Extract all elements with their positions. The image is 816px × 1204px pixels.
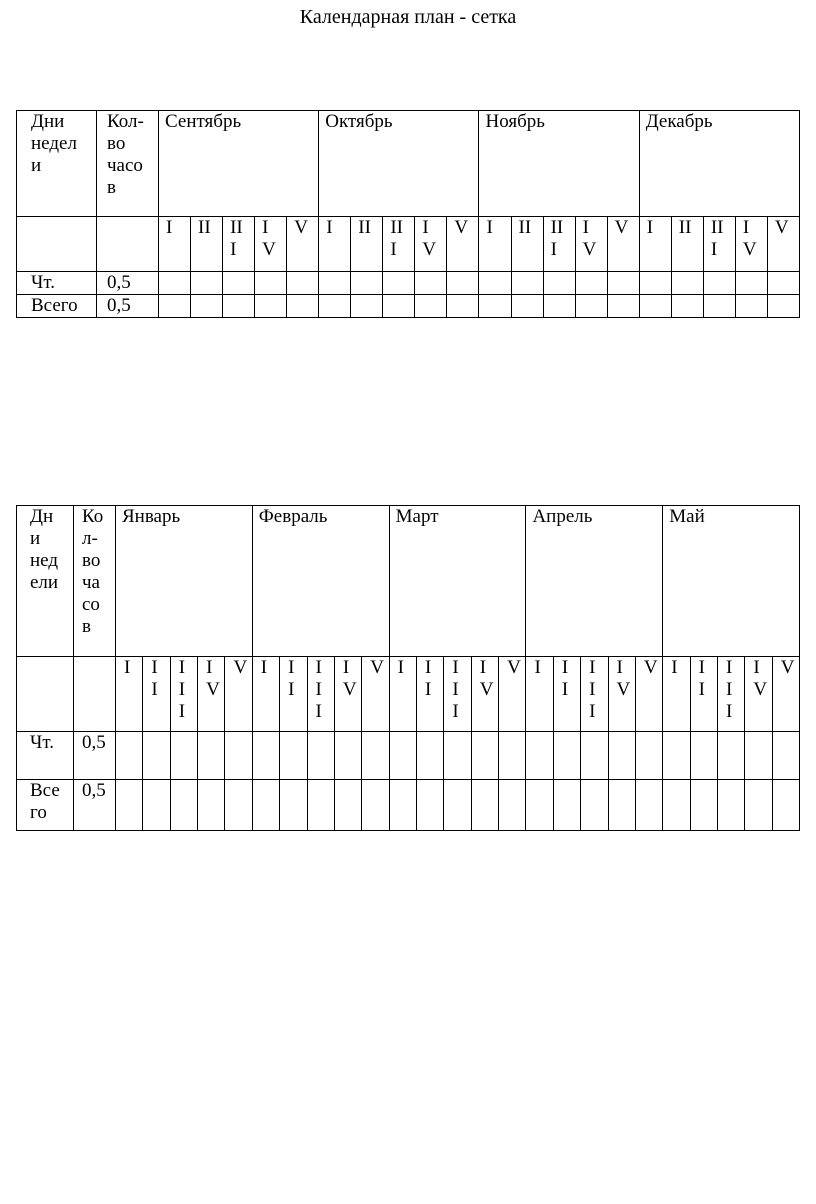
schedule-cell-empty: [116, 732, 143, 780]
week-row-spacer-cell: [17, 217, 97, 272]
schedule-cell-empty: [280, 732, 307, 780]
schedule-cell-empty: [553, 732, 580, 780]
week-number-header: V: [607, 217, 639, 272]
schedule-cell-empty: [252, 780, 279, 831]
schedule-cell-empty: [280, 780, 307, 831]
schedule-cell-empty: [143, 732, 170, 780]
week-number-header: IV: [735, 217, 767, 272]
schedule-cell-empty: [159, 295, 191, 318]
schedule-cell-empty: [307, 780, 334, 831]
month-header: Февраль: [252, 506, 389, 657]
month-header: Декабрь: [639, 111, 799, 217]
schedule-cell-empty: [607, 272, 639, 295]
schedule-cell-empty: [471, 780, 498, 831]
hours-count-header: Кол-во часов: [74, 506, 116, 657]
schedule-cell-empty: [690, 780, 717, 831]
week-number-header: IV: [198, 657, 225, 732]
month-header: Январь: [116, 506, 253, 657]
schedule-cell-empty: [608, 780, 635, 831]
week-number-header: V: [635, 657, 662, 732]
schedule-cell-empty: [255, 295, 287, 318]
schedule-cell-empty: [543, 272, 575, 295]
schedule-cell-empty: [526, 732, 553, 780]
week-number-header: III: [383, 217, 415, 272]
week-number-header: III: [717, 657, 744, 732]
schedule-cell-empty: [543, 295, 575, 318]
schedule-cell-empty: [223, 295, 255, 318]
month-header: Май: [663, 506, 800, 657]
schedule-cell-empty: [287, 295, 319, 318]
schedule-cell-empty: [351, 295, 383, 318]
schedule-cell-empty: [334, 732, 361, 780]
hours-value: 0,5: [74, 732, 116, 780]
schedule-cell-empty: [362, 780, 389, 831]
schedule-cell-empty: [225, 780, 252, 831]
week-number-header: I: [319, 217, 351, 272]
schedule-cell-empty: [307, 732, 334, 780]
schedule-cell-empty: [639, 272, 671, 295]
schedule-cell-empty: [671, 295, 703, 318]
schedule-cell-empty: [671, 272, 703, 295]
schedule-cell-empty: [170, 732, 197, 780]
schedule-table-sep-dec: [16, 110, 800, 318]
hours-value: 0,5: [97, 272, 159, 295]
schedule-cell-empty: [116, 780, 143, 831]
schedule-cell-empty: [444, 732, 471, 780]
schedule-cell-empty: [511, 272, 543, 295]
schedule-cell-empty: [608, 732, 635, 780]
month-header: Октябрь: [319, 111, 479, 217]
schedule-cell-empty: [225, 732, 252, 780]
schedule-cell-empty: [717, 732, 744, 780]
schedule-cell-empty: [663, 732, 690, 780]
schedule-cell-empty: [389, 732, 416, 780]
week-number-header: III: [307, 657, 334, 732]
schedule-cell-empty: [170, 780, 197, 831]
schedule-cell-empty: [143, 780, 170, 831]
week-row-spacer-cell: [74, 657, 116, 732]
schedule-cell-empty: [223, 272, 255, 295]
schedule-cell-empty: [635, 732, 662, 780]
week-number-header: III: [444, 657, 471, 732]
schedule-cell-empty: [447, 295, 479, 318]
week-number-header: II: [191, 217, 223, 272]
week-number-header: I: [479, 217, 511, 272]
schedule-cell-empty: [575, 295, 607, 318]
week-number-header: IV: [255, 217, 287, 272]
week-number-header: IV: [415, 217, 447, 272]
week-number-header: III: [223, 217, 255, 272]
week-number-header: III: [543, 217, 575, 272]
hours-value: 0,5: [74, 780, 116, 831]
week-number-header: I: [159, 217, 191, 272]
schedule-cell-empty: [499, 780, 526, 831]
schedule-cell-empty: [444, 780, 471, 831]
week-number-header: II: [671, 217, 703, 272]
schedule-cell-empty: [581, 732, 608, 780]
schedule-cell-empty: [479, 272, 511, 295]
schedule-cell-empty: [767, 295, 799, 318]
day-row-label: Всего: [17, 295, 97, 318]
month-header: Сентябрь: [159, 111, 319, 217]
week-number-header: II: [280, 657, 307, 732]
week-number-header: V: [225, 657, 252, 732]
schedule-cell-empty: [717, 780, 744, 831]
schedule-cell-empty: [735, 295, 767, 318]
schedule-cell-empty: [159, 272, 191, 295]
day-row-label: Всего: [17, 780, 74, 831]
week-number-header: II: [553, 657, 580, 732]
week-number-header: III: [170, 657, 197, 732]
schedule-cell-empty: [383, 295, 415, 318]
schedule-cell-empty: [499, 732, 526, 780]
schedule-cell-empty: [703, 295, 735, 318]
week-number-header: V: [447, 217, 479, 272]
schedule-cell-empty: [639, 295, 671, 318]
schedule-cell-empty: [191, 272, 223, 295]
schedule-cell-empty: [351, 272, 383, 295]
days-of-week-header: Дни недели: [17, 506, 74, 657]
schedule-cell-empty: [198, 780, 225, 831]
schedule-cell-empty: [607, 295, 639, 318]
schedule-cell-empty: [255, 272, 287, 295]
schedule-cell-empty: [415, 295, 447, 318]
schedule-cell-empty: [319, 295, 351, 318]
schedule-cell-empty: [416, 732, 443, 780]
schedule-cell-empty: [772, 780, 799, 831]
week-number-header: V: [499, 657, 526, 732]
schedule-cell-empty: [635, 780, 662, 831]
schedule-cell-empty: [252, 732, 279, 780]
week-number-header: V: [772, 657, 799, 732]
schedule-cell-empty: [287, 272, 319, 295]
month-header: Ноябрь: [479, 111, 639, 217]
week-number-header: III: [703, 217, 735, 272]
schedule-cell-empty: [416, 780, 443, 831]
schedule-cell-empty: [767, 272, 799, 295]
schedule-cell-empty: [389, 780, 416, 831]
schedule-cell-empty: [362, 732, 389, 780]
week-number-header: II: [511, 217, 543, 272]
week-number-header: II: [690, 657, 717, 732]
hours-value: 0,5: [97, 295, 159, 318]
week-row-spacer-cell: [97, 217, 159, 272]
document-title: Календарная план - сетка: [299, 6, 517, 28]
schedule-cell-empty: [319, 272, 351, 295]
hours-count-header: Кол-во часов: [97, 111, 159, 217]
schedule-cell-empty: [526, 780, 553, 831]
schedule-cell-empty: [383, 272, 415, 295]
week-number-header: IV: [575, 217, 607, 272]
week-number-header: II: [416, 657, 443, 732]
schedule-cell-empty: [772, 732, 799, 780]
week-number-header: II: [143, 657, 170, 732]
day-row-label: Чт.: [17, 272, 97, 295]
week-number-header: V: [362, 657, 389, 732]
day-row-label: Чт.: [17, 732, 74, 780]
week-number-header: V: [767, 217, 799, 272]
week-number-header: IV: [334, 657, 361, 732]
week-number-header: IV: [608, 657, 635, 732]
schedule-cell-empty: [415, 272, 447, 295]
month-header: Апрель: [526, 506, 663, 657]
week-row-spacer-cell: [17, 657, 74, 732]
week-number-header: I: [252, 657, 279, 732]
schedule-cell-empty: [553, 780, 580, 831]
week-number-header: IV: [471, 657, 498, 732]
schedule-cell-empty: [735, 272, 767, 295]
schedule-cell-empty: [575, 272, 607, 295]
week-number-header: I: [116, 657, 143, 732]
schedule-table-jan-may: [16, 505, 800, 831]
schedule-cell-empty: [663, 780, 690, 831]
schedule-cell-empty: [745, 732, 772, 780]
week-number-header: II: [351, 217, 383, 272]
week-number-header: I: [639, 217, 671, 272]
schedule-cell-empty: [581, 780, 608, 831]
week-number-header: I: [526, 657, 553, 732]
schedule-cell-empty: [334, 780, 361, 831]
week-number-header: V: [287, 217, 319, 272]
schedule-cell-empty: [511, 295, 543, 318]
schedule-cell-empty: [479, 295, 511, 318]
schedule-cell-empty: [191, 295, 223, 318]
days-of-week-header: Дни недели: [17, 111, 97, 217]
week-number-header: III: [581, 657, 608, 732]
week-number-header: I: [663, 657, 690, 732]
month-header: Март: [389, 506, 526, 657]
schedule-cell-empty: [690, 732, 717, 780]
week-number-header: IV: [745, 657, 772, 732]
schedule-cell-empty: [198, 732, 225, 780]
schedule-cell-empty: [703, 272, 735, 295]
week-number-header: I: [389, 657, 416, 732]
schedule-cell-empty: [745, 780, 772, 831]
schedule-cell-empty: [447, 272, 479, 295]
schedule-cell-empty: [471, 732, 498, 780]
